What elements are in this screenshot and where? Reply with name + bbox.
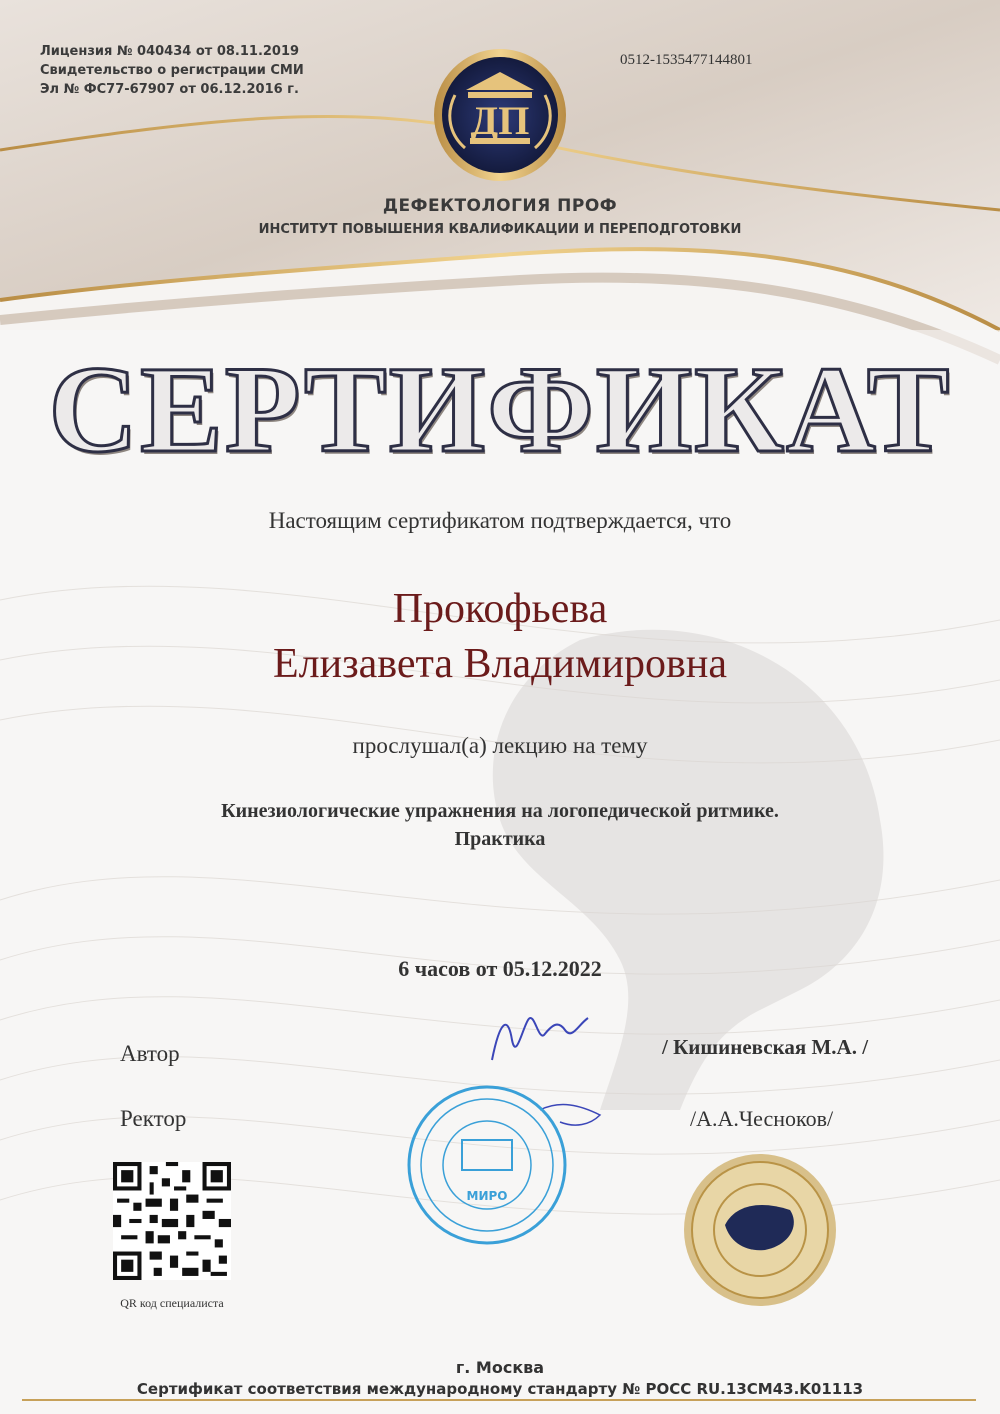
listened-text: прослушал(а) лекцию на тему: [352, 733, 648, 758]
org-subtitle: ИНСТИТУТ ПОВЫШЕНИЯ КВАЛИФИКАЦИИ И ПЕРЕПОДГОТОВКИ: [258, 222, 742, 237]
lecture-topic-line-2: Практика: [454, 828, 546, 850]
org-name: ДЕФЕКТОЛОГИЯ ПРОФ: [382, 196, 618, 216]
certification-emblem: [684, 1154, 836, 1306]
license-line-2: Свидетельство о регистрации СМИ: [40, 63, 304, 78]
recipient-given-names: Елизавета Владимировна: [272, 641, 728, 687]
certificate-title: СЕРТИФИКАТ: [48, 341, 952, 478]
seal-center-text: МИРО: [466, 1189, 508, 1203]
qr-code[interactable]: [113, 1162, 231, 1280]
rector-name: /А.А.Чесноков/: [690, 1106, 834, 1131]
recipient-surname: Прокофьева: [392, 586, 608, 632]
city: г. Москва: [455, 1358, 545, 1377]
license-info: [40, 42, 304, 99]
qr-label: QR код специалиста: [120, 1296, 224, 1310]
institute-logo: [434, 49, 566, 181]
certificate-number: 0512-1535477144801: [620, 52, 753, 68]
license-line-1: Лицензия № 040434 от 08.11.2019: [40, 44, 300, 59]
author-name: / Кишиневская М.А. /: [662, 1035, 869, 1059]
confirmation-text: Настоящим сертификатом подтверждается, что: [268, 508, 732, 533]
standard-certificate: Сертификат соответствия международному стандарту № РОСС RU.13CM43.K01113: [136, 1380, 864, 1398]
lecture-topic-line-1: Кинезиологические упражнения на логопедической ритмике.: [221, 800, 779, 822]
lecture-hours-date: 6 часов от 05.12.2022: [398, 956, 602, 981]
author-label: Автор: [120, 1041, 180, 1066]
logo-text: ДП: [470, 98, 530, 143]
rector-label: Ректор: [120, 1106, 187, 1131]
license-line-3: Эл № ФС77-67907 от 06.12.2016 г.: [40, 82, 299, 97]
